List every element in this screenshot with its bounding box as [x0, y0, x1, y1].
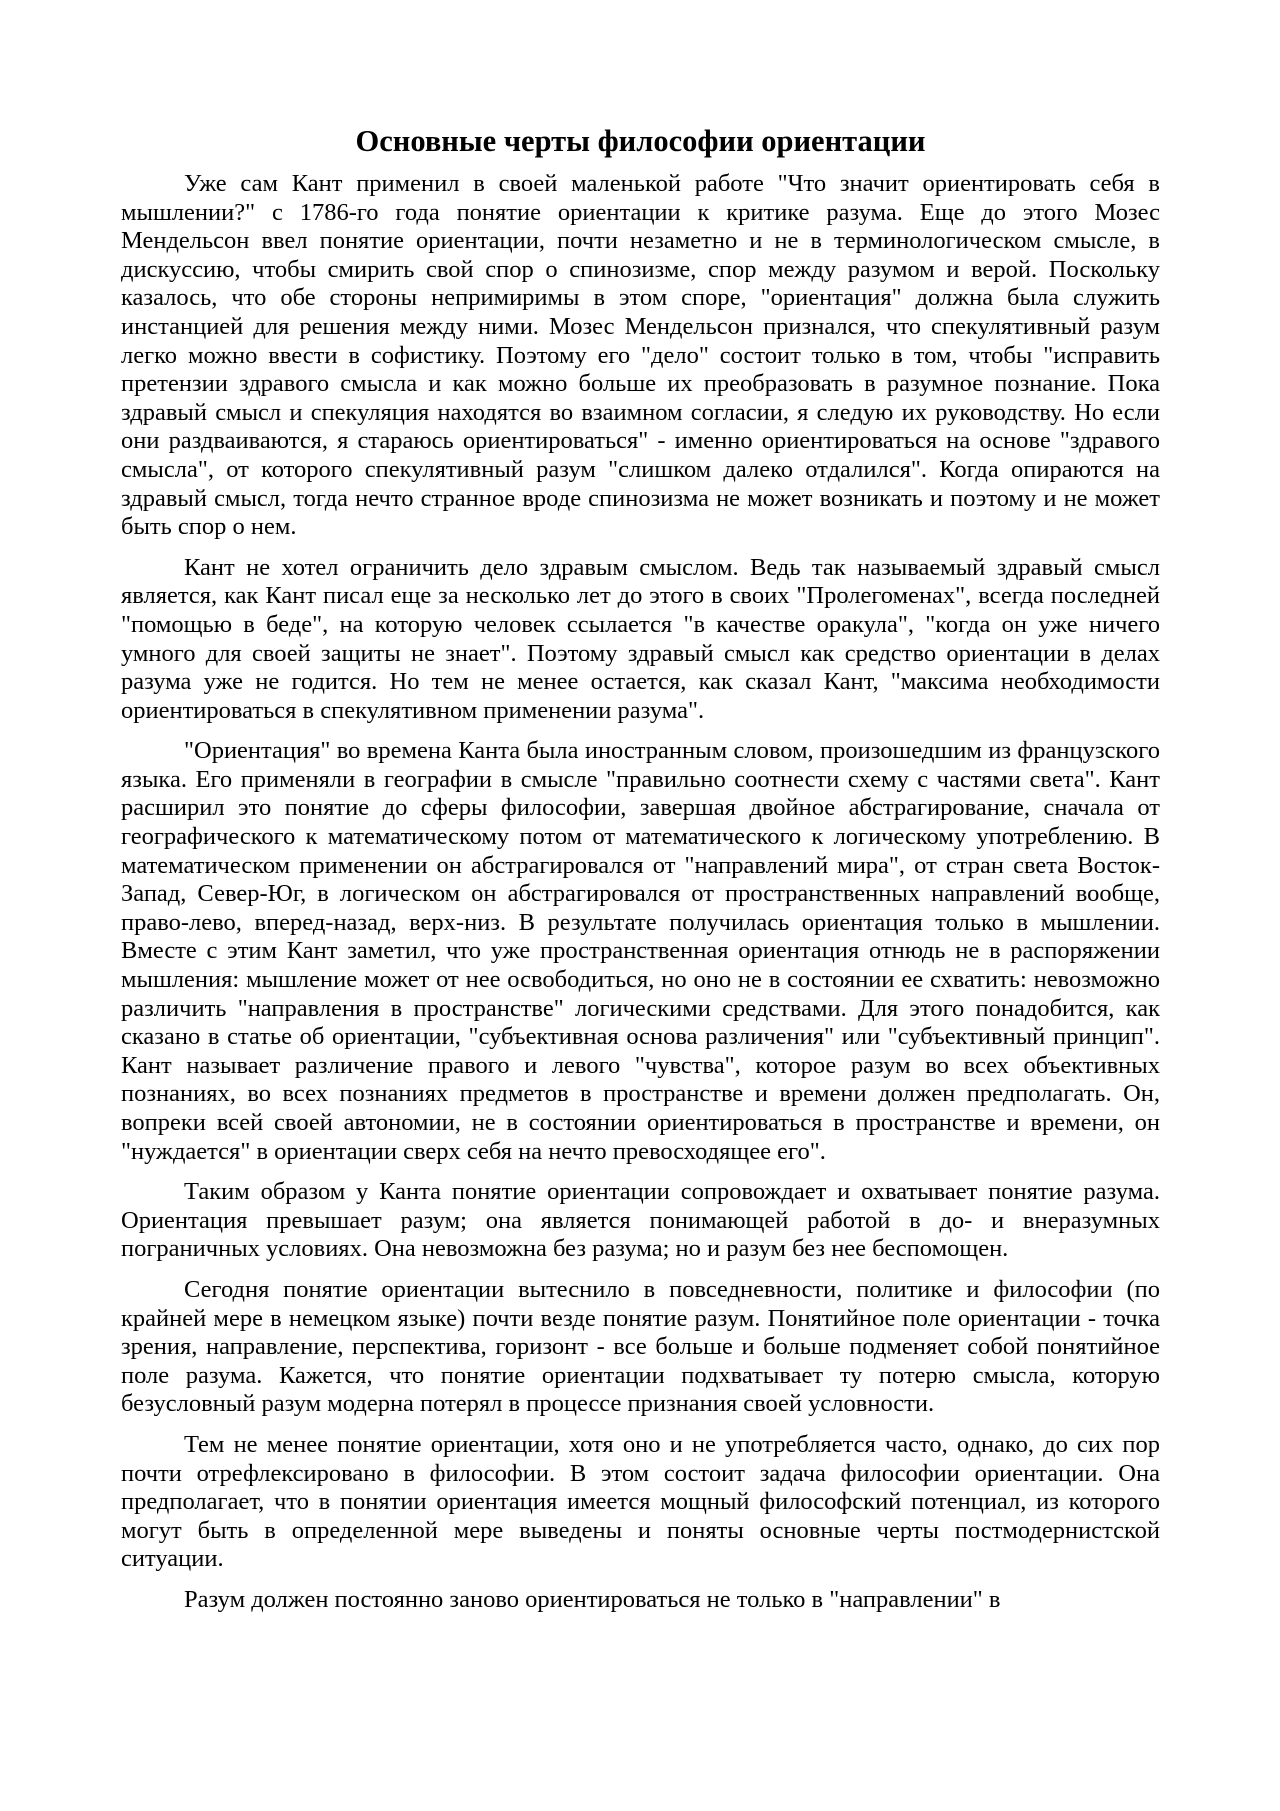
- paragraph-6: Тем не менее понятие ориентации, хотя оно и не употребляется часто, однако, до сих пор почти отрефлексировано в философии. В этом состоит задача философии ориентации. Она предполагает, что в понятии ориентация имеется мощный философский потенциал, из которого могут быть в определенной мере выведены и поняты основные черты постмодернистской ситуации.: [121, 1430, 1160, 1573]
- paragraph-1: Уже сам Кант применил в своей маленькой работе "Что значит ориентировать себя в мышлении?" с 1786-го года понятие ориентации к критике разума. Еще до этого Мозес Мендельсон ввел понятие ориентации, почти незаметно и не в терминологическом смысле, в дискуссию, чтобы смирить свой спор о спинозизме, спор между разумом и верой. Поскольку казалось, что обе стороны непримиримы в этом споре, "ориентация" должна была служить инстанцией для решения между ними. Мозес Мендельсон признался, что спекулятивный разум легко можно ввести в софистику. Поэтому его "дело" состоит только в том, чтобы "исправить претензии здравого смысла и как можно больше их преобразовать в разумное познание. Пока здравый смысл и спекуляция находятся во взаимном согласии, я следую их руководству. Но если они раздваиваются, я стараюсь ориентироваться" - именно ориентироваться на основе "здравого смысла", от которого спекулятивный разум "слишком далеко отдалился". Когда опираются на здравый смысл, тогда нечто странное вроде спинозизма не может возникать и поэтому и не может быть спор о нем.: [121, 170, 1160, 541]
- paragraph-2: Кант не хотел ограничить дело здравым смыслом. Ведь так называемый здравый смысл является, как Кант писал еще за несколько лет до этого в своих "Пролегоменах", всегда последней "помощью в беде", на которую человек ссылается "в качестве оракула", "когда он уже ничего умного для своей защиты не знает". Поэтому здравый смысл как средство ориентации в делах разума уже не годится. Но тем не менее остается, как сказал Кант, "максима необходимости ориентироваться в спекулятивном применении разума".: [121, 553, 1160, 724]
- paragraph-4: Таким образом у Канта понятие ориентации сопровождает и охватывает понятие разума. Ориентация превышает разум; она является понимающей работой в до- и внеразумных пограничных условиях. Она невозможна без разума; но и разум без нее беспомощен.: [121, 1178, 1160, 1263]
- paragraph-5: Сегодня понятие ориентации вытеснило в повседневности, политике и философии (по крайней мере в немецком языке) почти везде понятие разум. Понятийное поле ориентации - точка зрения, направление, перспектива, горизонт - все больше и больше подменяет собой понятийное поле разума. Кажется, что понятие ориентации подхватывает ту потерю смысла, которую безусловный разум модерна потерял в процессе признания своей условности.: [121, 1275, 1160, 1418]
- paragraph-7: Разум должен постоянно заново ориентироваться не только в "направлении" в: [184, 1585, 1001, 1613]
- document-title: Основные черты философии ориентации: [355, 124, 926, 158]
- paragraph-3: "Ориентация" во времена Канта была иностранным словом, произошедшим из французского языка. Его применяли в географии в смысле "правильно соотнести схему с частями света". Кант расширил это понятие до сферы философии, завершая двойное абстрагирование, сначала от географического к математическому потом от математического к логическому употреблению. В математическом применении он абстрагировался от "направлений мира", от стран света Восток-Запад, Север-Юг, в логическом он абстрагировался от пространственных направлений вообще, право-лево, вперед-назад, верх-низ. В результате получилась ориентация только в мышлении. Вместе с этим Кант заметил, что уже пространственная ориентация отнюдь не в распоряжении мышления: мышление может от нее освободиться, но оно не в состоянии ее схватить: невозможно различить "направления в пространстве" логическими средствами. Для этого понадобится, как сказано в статье об ориентации, "субъективная основа различения" или "субъективный принцип". Кант называет различение правого и левого "чувства", которое разум во всех объективных познаниях, во всех познаниях предметов в пространстве и времени должен предполагать. Он, вопреки всей своей автономии, не в состоянии ориентироваться в пространстве и времени, он "нуждается" в ориентации сверх себя на нечто превосходящее его".: [121, 737, 1160, 1165]
- document-body: [121, 120, 1160, 1627]
